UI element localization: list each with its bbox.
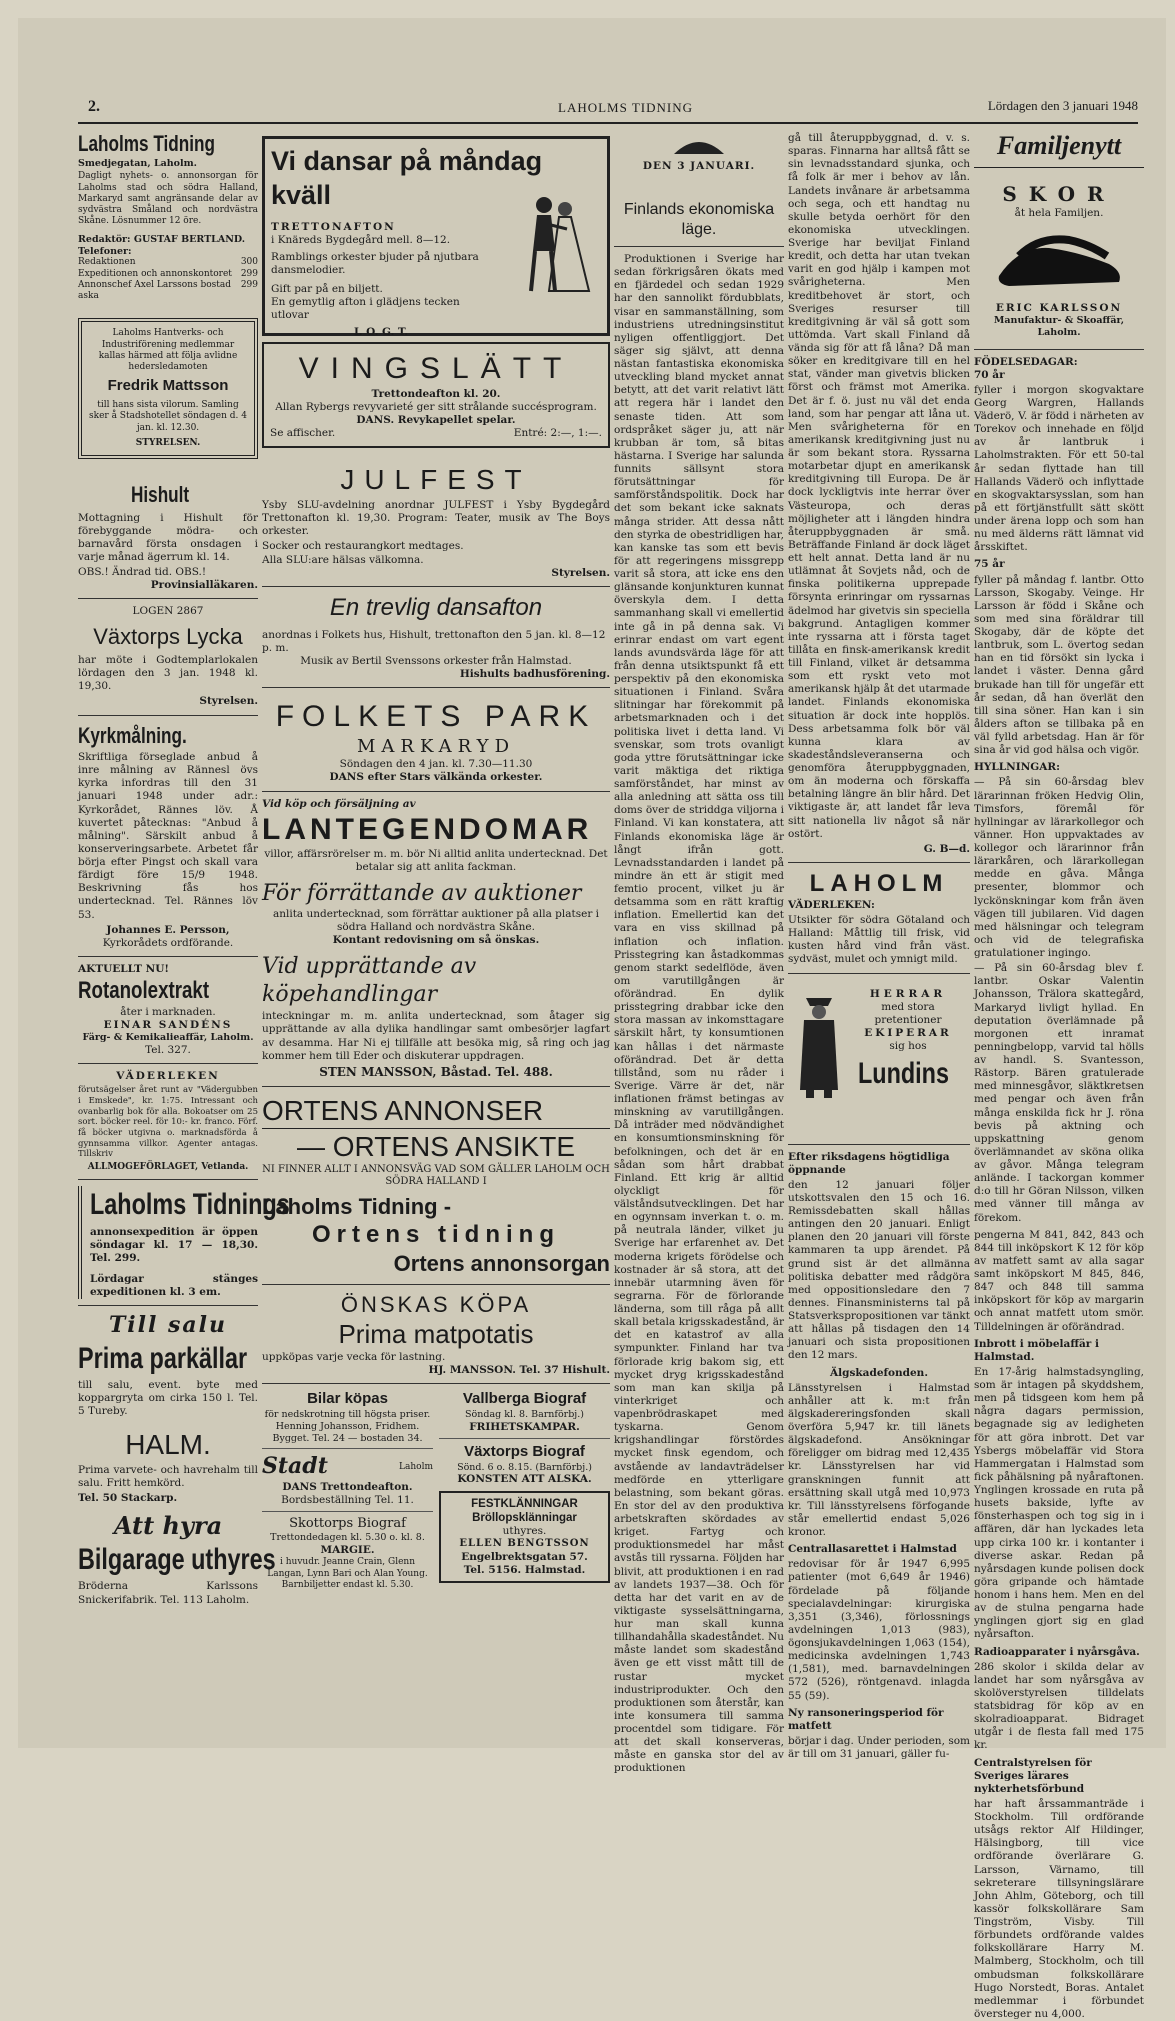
vallberga-text: Söndag kl. 8. Barnförbj.) bbox=[465, 1408, 584, 1420]
folkets-park: FOLKETS PARK bbox=[275, 700, 597, 734]
med-stora: med stora bbox=[881, 1000, 935, 1013]
divider bbox=[262, 1086, 610, 1087]
page-header bbox=[58, 86, 1158, 115]
skor-ad bbox=[974, 178, 1144, 343]
stadt-logo: Stadt bbox=[262, 1453, 328, 1480]
divider bbox=[262, 1383, 610, 1384]
stadt-laholm: Laholm bbox=[399, 1461, 433, 1472]
dans-place: i Knäreds Bygdegård mell. 8—12. bbox=[271, 233, 451, 246]
divider bbox=[262, 687, 610, 688]
phones-list bbox=[78, 257, 258, 302]
ellen: ELLEN BENGTSSON bbox=[459, 1538, 590, 1550]
pot-text: uppköpas varje vecka för lastning. bbox=[262, 1350, 446, 1363]
dans-text2: Gift par på en biljett. bbox=[271, 283, 383, 295]
divider bbox=[439, 1438, 610, 1439]
forr-text: anlita undertecknad, som förrättar auktioner på alla platser i södra Halland och nordvästra Skåne. bbox=[272, 907, 600, 933]
radio-text: 286 skolor i skilda delar av landet har som nyårsgåva av skolöverstyrelsen tilldelats statsbidrag för köp av en skolradioapparat. Bidraget utgår i de flesta fall med 175 kr. bbox=[974, 1660, 1144, 1752]
centr-head: Centralstyrelsen för Sveriges lärares nykterhetsförbund bbox=[974, 1756, 1092, 1795]
einar: EINAR SANDÉNS bbox=[103, 1019, 233, 1032]
lantegendomar: LANTEGENDOMAR bbox=[262, 812, 593, 846]
vallberga-title: Vallberga Biograf bbox=[462, 1390, 587, 1407]
divider bbox=[788, 1144, 970, 1145]
column-2 bbox=[262, 130, 610, 1750]
obituary-name: Fredrik Mattsson bbox=[107, 377, 229, 395]
folkets-text: Söndagen den 4 jan. kl. 7.30—11.30 bbox=[339, 758, 533, 771]
margie: MARGIE. bbox=[320, 1544, 375, 1557]
shoe-illustration bbox=[989, 226, 1129, 296]
masthead: Laholms Tidning bbox=[78, 131, 215, 156]
vingslatt-foot: Se affischer. Entré: 2:—, 1:—. bbox=[270, 426, 602, 439]
lundins-text bbox=[858, 988, 958, 1093]
ellen-addr: Engelbrektsgatan 57. bbox=[461, 1550, 588, 1563]
ekiperar: EKIPERAR bbox=[864, 1026, 952, 1039]
finner-text: NI FINNER ALLT I ANNONSVÄG VAD SOM GÄLLER LAHOLM OCH SÖDRA HALLAND I bbox=[262, 1163, 610, 1188]
obituary-sign: STYRELSEN. bbox=[135, 437, 201, 448]
vaxtorps-sign: Styrelsen. bbox=[199, 695, 258, 708]
inbrott-head: Inbrott i möbelaffär i Halmstad. bbox=[974, 1337, 1099, 1363]
lundins-logo: Lundins bbox=[858, 1057, 949, 1091]
eric-karlsson: ERIC KARLSSON bbox=[995, 301, 1123, 314]
hyll-text: — På sin 60-årsdag blev lärarinnan fröken Hedvig Olin, Timsfors, föremål för hyllningar av lärarkollegor och vänner. Hon uppvaktades av kollegor och lärarinnor från lärarkåren, och lärarkollegan medde en gåva. Många presenter, blommor och lyckönskningar kom från även vägen till jubilaren. Vid dagen med hälsningar och telegram och vid de telegrafiska gratulationer ingingo. bbox=[974, 776, 1144, 959]
hyll-head: HYLLNINGAR: bbox=[974, 761, 1061, 774]
att-hyra: Att hyra bbox=[113, 1510, 223, 1540]
vaxtorps-biograf: Växtorps Biograf bbox=[464, 1442, 585, 1460]
onskas-kopa: ÖNSKAS KÖPA bbox=[340, 1291, 532, 1317]
hishult-sign: Provinsialläkaren. bbox=[150, 579, 258, 592]
phone-row: Annonschef Axel Larssons bostad aska 299 bbox=[78, 279, 258, 302]
allmoge: ALLMOGEFÖRLAGET, Vetlanda. bbox=[87, 1161, 249, 1172]
brollopsklanningar: Bröllopsklänningar bbox=[472, 1511, 577, 1524]
vingslatt-ad bbox=[262, 342, 610, 448]
halm-tel: Tel. 50 Stackarp. bbox=[78, 1491, 178, 1504]
f75-text: fyller på måndag f. lantbr. Otto Larsson, Skogaby. Veinge. Hr Larsson är född i Skåne och som med sina föräldrar till Skogaby, där de köpte det lantbruk, som L. övertog sedan han en tid försökt sin lycka i landet i väster. Denna gård brukade han till för ungefär ett år sedan, då han överlät den till sina söner. Han kan i sin ålders afton se tillbaka på en väl fylld arbetsdag. Han är för sina år vid god hälsa och vigör. bbox=[974, 573, 1144, 757]
lt-big: Laholms Tidnings bbox=[90, 1188, 290, 1221]
obituary-text: till hans sista vilorum. Samling sker å Stadshotellet söndagen d. 4 jan. kl. 12.30. bbox=[89, 400, 247, 433]
divider bbox=[614, 246, 784, 247]
inbrott-text: En 17-årig halmstadsyngling, som är intagen på skyddshem, men på tidsgeen kom hem på några dagars permission, begagnade sig av ledigheten för att göra inbrott. Det var Ysbergs möbelaffär vid Stora Hammergatan i Halmstad som fick påhälsning på nyåraftonen. Ynglingen krossade en ruta på husets bakside, lyfte av fönsterhaspen och tog sig in i affären, där han lyckades leta upp cirka 100 kr. i kontanter i diverse askar. Redan på nyårsdagen kunde polisen dock göra gripande och hämtade honom i hans hem. Men en del av de stulna pengarna hade ynglingen gjort sig en glad nyårsafton. bbox=[974, 1365, 1144, 1641]
brollops-text: uthyres. bbox=[502, 1525, 547, 1538]
small-ads-left bbox=[262, 1390, 433, 1591]
sten-mansson: STEN MANSSON, Båstad. Tel. 488. bbox=[319, 1064, 553, 1079]
divider bbox=[262, 1284, 610, 1285]
lt2-b: Ortens tidning bbox=[312, 1221, 560, 1249]
obituary-notice bbox=[78, 318, 258, 459]
dancing-couple-illustration bbox=[509, 191, 599, 301]
f70-head: 70 år bbox=[974, 368, 1005, 381]
f70-text: fyller i morgon skogvaktare Georg Wargren, Hallands Väderö, V. är född i närheten av Torekov och innehade en följd av år lantbruk i Laholmstrakten. För ett 50-tal år sedan flyttade han till Hallands Väderö och inflyttade en skogvaktarsysslan, som han på ett förtjänstfullt sätt skött under ärena lopp och som han nu med älderns rätt lämnat vid årsskiftet. bbox=[974, 383, 1144, 554]
margie-text: i huvudr. Jeanne Crain, Glenn Langan, Lynn Bari och Alan Young. Barnbiljetter endast kl. 5.30. bbox=[267, 1557, 428, 1590]
editorial-title: Finlands ekonomiska läge. bbox=[623, 201, 775, 238]
vingslatt-dans: DANS. Revykapellet spelar. bbox=[356, 413, 516, 426]
skor-title: SKOR bbox=[1002, 181, 1116, 206]
divider bbox=[78, 1179, 258, 1180]
radio-head: Radioapparater i nyårsgåva. bbox=[974, 1645, 1140, 1658]
column-4 bbox=[788, 130, 970, 1760]
kontant: Kontant redovisning om så önskas. bbox=[332, 934, 540, 947]
dans-sub: TRETTONAFTON bbox=[271, 220, 396, 233]
gentleman-illustration bbox=[794, 990, 844, 1100]
bilar-text: för nedskrotning till högsta priser. Henning Johansson, Fridhem. Bygget. Tel. 24 — bostaden 34. bbox=[264, 1408, 431, 1444]
frihetskampar: FRIHETSKAMPAR. bbox=[469, 1420, 580, 1433]
riksdag-head: Efter riksdagens högtidliga öppnande bbox=[788, 1150, 950, 1176]
prima-parkallar: Prima parkällar bbox=[78, 1341, 248, 1375]
small-ads-right bbox=[439, 1390, 610, 1591]
einar-shop: Färg- & Kemikalieaffär, Laholm. bbox=[82, 1032, 254, 1044]
julfest-sign: Styrelsen. bbox=[551, 566, 610, 579]
divider bbox=[788, 973, 970, 974]
festklan-ad bbox=[439, 1491, 610, 1584]
trevlig-text: anordnas i Folkets hus, Hishult, trettonafton den 5 jan. kl. 8—12 p. m. bbox=[262, 628, 606, 654]
lt-text2: Lördagar stänges expeditionen kl. 3 em. bbox=[90, 1272, 258, 1298]
divider bbox=[262, 1448, 433, 1449]
eric-shop: Manufaktur- & Skoaffär, Laholm. bbox=[993, 314, 1125, 338]
editorial-date: DEN 3 JANUARI. bbox=[642, 160, 756, 172]
vingslatt-title: VINGSLÄTT bbox=[298, 352, 574, 385]
algskade-head: Älgskadefonden. bbox=[830, 1366, 928, 1379]
small-ads-grid bbox=[262, 1390, 610, 1591]
hishult-obs: OBS.! Ändrad tid. OBS.! bbox=[78, 566, 207, 579]
lante-text: villor, affärsrörelser m. m. bör Ni alltid anlita undertecknad. Det betalar sig att anlita fackman. bbox=[264, 848, 608, 874]
phones-label: Telefoner: bbox=[78, 245, 132, 257]
kopehandlingar-text: inteckningar m. m. anlita undertecknad, som åtager sig upprättande av alla dylika handlingar samt ombesörjer lagfart av desamma. Har Ni ej tillfälle att besöka mig, så ring och jag kommer hem till Eder och diskuterar uppdragen. bbox=[262, 1010, 610, 1062]
lt2-c: Ortens annonsorgan bbox=[393, 1251, 610, 1277]
parkallar-text: till salu, event. byte med koppargryta om cirka 150 l. Tel. 5 Tureby. bbox=[78, 1379, 258, 1418]
vaderleken-book-text: förutsägelser året runt av "Vädergubben i Emskede", kr. 1:75. Intressant och ovanbarlig bok för alla. Bokoatser om 25 sort. böcker reel. för 10:- kr. franco. Förf. få böcker utgivna o. marknadsförda å gynnsamma villkor. Agenter antagas. Tillskriv bbox=[78, 1085, 258, 1160]
aktuellt: AKTUELLT NU! bbox=[78, 962, 169, 975]
vaderleken-head: VÄDERLEKEN: bbox=[788, 898, 875, 911]
julfest-title: JULFEST bbox=[340, 464, 532, 495]
riksdag-text: den 12 januari följer utskottsvalen den 15 och 16. Remissdebatten skall hållas antingen den 20 januari. Enligt planen den 20 januari vill förste kammaren ta upp ärendet. På grund sist är det allmänna politiska debatter med rådgöra med oppositionsledare den 7 dennes. Finansministerns tal på Statsverkspropositionen var tänkt att hållas på tisdagen den 14 januari och sista propositionen den 12 mars. bbox=[788, 1178, 970, 1362]
rotanol-text: åter i marknaden. bbox=[120, 1006, 216, 1018]
divider bbox=[78, 598, 258, 599]
divider bbox=[78, 715, 258, 716]
vaderleken-book: VÄDERLEKEN bbox=[116, 1070, 220, 1083]
rotanol: Rotanolextrakt bbox=[78, 977, 210, 1004]
vaxtorps-lycka: Växtorps Lycka bbox=[93, 623, 243, 649]
skottorps-title: Skottorps Biograf bbox=[289, 1516, 406, 1532]
markaryd: MARKARYD bbox=[356, 735, 515, 757]
divider bbox=[262, 791, 610, 792]
masthead-about: Dagligt nyhets- o. annonsorgan för Laholms stad och södra Halland, Markaryd samt angränsande delar av sydvästra Småland och nordvästra Skåne. Lösnummer 12 öre. bbox=[78, 171, 258, 227]
pot-sign: HJ. MANSSON. Tel. 37 Hishult. bbox=[428, 1363, 610, 1376]
julfest-text3: Alla SLU:are hälsas välkomna. bbox=[262, 553, 424, 566]
algskade-text: Länsstyrelsen i Halmstad anhåller att k. m:t från älgskadereringsfonden skall överföra 5,947 kr. till länets älgskadefond. Ansökningar föreligger om bidrag med 12,435 kr. Länsstyrelsen har vid granskningen funnit att ersättning skall utgå med 10,973 kr. Till länsstyrelsens förfogande står emellertid endast 5,026 kronor. bbox=[788, 1381, 970, 1538]
lt-expedition bbox=[78, 1186, 290, 1299]
dans-text: Ramblings orkester bjuder på njutbara dansmelodier. bbox=[271, 250, 479, 276]
ortens-annonser: ORTENS ANNONSER bbox=[262, 1093, 610, 1129]
divider bbox=[262, 1511, 433, 1512]
familjenytt: Familjenytt bbox=[974, 130, 1144, 168]
masthead-address: Smedjegatan, Laholm. bbox=[78, 157, 197, 169]
vaderleken-text: Utsikter för södra Götaland och Halland: Måttlig till frisk, vid kusten hård vind från väst. sydväst, mulet och ymnigt mild. bbox=[788, 914, 970, 966]
kyrkmalning-sign: Johannes E. Persson, bbox=[106, 923, 230, 936]
header-rule bbox=[78, 122, 1138, 124]
forrattande: För förrättande av auktioner bbox=[262, 881, 582, 907]
f75-head: 75 år bbox=[974, 558, 1005, 571]
running-title: LAHOLMS TIDNING bbox=[558, 100, 694, 115]
newspaper-emblem-icon bbox=[669, 130, 729, 154]
dans-title: Vi dansar på måndag kväll bbox=[271, 146, 543, 210]
dans-sign: I. O. G. T. bbox=[353, 326, 409, 339]
vaxtorps-text: har möte i Godtemplarlokalen lördagen den 3 jan. 1948 kl. 19,30. bbox=[78, 654, 258, 693]
kyrkmalning-title: Kyrkmålning. bbox=[78, 722, 187, 748]
trevlig-sign: Hishults badhusförening. bbox=[459, 668, 610, 681]
vingslatt-text: Allan Rybergs revyvarieté ger sitt strålande succésprogram. bbox=[275, 400, 597, 413]
bilgarage-text: Bröderna Karlssons Snickerifabrik. Tel. 113 Laholm. bbox=[78, 1580, 258, 1606]
phone-row: Expeditionen och annonskontoret 299 bbox=[78, 268, 258, 279]
pengar-text: pengerna M 841, 842, 843 och 844 till inköpskort K 12 för köp av matfett samt av alla sagar samt inköpskort M 845, 846, 847 och 848 till samma inköpskort för köp av margarin och annat matfett utom smör. Tilldelningen är oförändrad. bbox=[974, 1228, 1144, 1333]
bilar-title: Bilar köpas bbox=[307, 1390, 388, 1407]
divider bbox=[974, 349, 1144, 350]
till-salu: Till salu bbox=[108, 1312, 228, 1339]
editorial-body-continued: gå till återuppbyggnad, d. v. s. sparas. Finnarna har alltså fått se sin levnadsstandard sjunka, och få folk är mer i behov av lån. Landets invånare är arbetsamma och sega, och ett handtag nu skulle betyda oerhört för den ekonomiska utvecklingen. Sverige har beviljat Finland kredit, och detta har utan tvekan varit en god hjälp i kampen mot svårigheterna. Men kreditbehovet är stort, och Sveriges resurser till kreditgivning är väl så gott som uttömda. Vart skall Finland då vända sig för att få lånа? Då man söker en kreditgivare till en hel stat, vänder man givetvis blicken först och främst mot Amerika. Det är f. ö. just nu väl det enda land, som har pengar att låna ut. Men svårigheterna för en amerikansk kreditgivning just nu är som bekant stora. Ryssarna motarbetar djupt en amerikansk kreditgivning till Europa. De är dock lyckligtvis inte herrar över Västeuropa, och deras möjligheter att i längden hindra återuppbyggnaden är små. Beträffande Finland är dock läget ett helt annat. Detta land är nu utlämnat åt Sovjets nåd, och de finska politikerna upprepade försynta erinringar om ryssarnas ädelmod har givetvis sin speciella bakgrund. Antagligen kommer inte ryssarna att i första taget tillåta en finsk-amerikansk kredit till Finland, vilket är detsamma som ett ryskt veto mot amerikansk hjälp åt det utarmade landet. Finlands ekonomiska situation är dock inte hopplös. Dess arbetsamma folk bör väl kunna klara av skadeståndsleveranserna och genomföra återuppbyggnaden, om än modernа och förskaffa betalning längre än blir hård. Det viktigaste är, att landet får leva sitt nationella liv något så när ostört. bbox=[788, 132, 970, 840]
newspaper-page bbox=[18, 18, 1166, 2020]
stadt-logo-row bbox=[262, 1453, 433, 1481]
halm-text: Prima varvete- och havrehalm till salu. Fritt hemkörd. bbox=[78, 1463, 258, 1489]
vingslatt-sub: Trettondeafton kl. 20. bbox=[371, 387, 501, 400]
ellen-tel: Tel. 5156. Halmstad. bbox=[463, 1564, 586, 1576]
trevlig-title: En trevlig dansafton bbox=[329, 593, 543, 621]
julfest-text: Ysby SLU-avdelning anordnar JULFEST i Ysby Bygdegård Trettonafton kl. 19,30. Program: Teater, musik av The Boys orkester. bbox=[262, 499, 610, 538]
sig-hos: sig hos bbox=[889, 1040, 927, 1052]
column-5 bbox=[974, 130, 1144, 2020]
divider bbox=[78, 1063, 258, 1064]
column-1 bbox=[78, 130, 290, 1750]
julfest-text2: Socker och restaurangkort medtages. bbox=[262, 540, 464, 553]
laholm-heading: LAHOLM bbox=[809, 869, 949, 897]
skottorps-text: Trettondedagen kl. 5.30 o. kl. 8. bbox=[270, 1532, 425, 1544]
herrar: HERRAR bbox=[869, 987, 947, 1000]
matfett-text: börjar i dag. Under perioden, som är till om 31 januari, gäller fu- bbox=[788, 1734, 970, 1760]
lt2-a: Laholms Tidning - bbox=[262, 1193, 452, 1219]
lundins-ad bbox=[788, 980, 970, 1138]
skor-sub: åt hela Familjen. bbox=[1014, 206, 1104, 219]
hishult-title: Hishult bbox=[130, 482, 189, 508]
dans-text3: En gemytlig afton i glädjens tecken utlovar bbox=[271, 296, 460, 322]
kopehandlingar: Vid upprättande av köpehandlingar bbox=[262, 954, 477, 1007]
lt-text1: annonsexpedition är öppen söndagar kl. 17 — 18,30. Tel. 299. bbox=[90, 1225, 258, 1264]
bilgarage: Bilgarage uthyres bbox=[78, 1542, 276, 1576]
ortens-ansikte: — ORTENS ANSIKTE bbox=[297, 1130, 575, 1162]
stadt-bord: Bordsbeställning Tel. 11. bbox=[281, 1494, 414, 1506]
konsten: KONSTEN ATT ALSKA. bbox=[457, 1473, 592, 1486]
editorial-body: Produktionen i Sverige har sedan förkrigsåren ökats med en fjärdedel och sedan 1929 har den sannolikt fördubblats, visar en sammanställning, som industriens utredningsinstitut nyligen offentliggjort. Det säger sig självt, att denna nästan fantastiska ekonomiska utveckling bland mycket annat betytt, att det varit relativt lätt att regera här i landet den senaste tiden. Att som ordspråket säger ju, att när krubban är tom, så bitas hästarna. I Sverige har salunda funnits sällsynt stora förutsättningar för samförståndspolitik. Dock har det som bekant icke saknats många strider. Att dessa nått den styrka de obestridligen har, kan kanske tas som ett bevis för att regeringens missgrepp varit så stora, att icke ens den glänsande konjunkturen kunnat överskyla dem. I detta sammanhang skall vi emellertid inte gå in på denna sak. Vi erinrar endast om vart egent lands avundsvärda läge för att från denna utsiktspunkt få ett perspektiv på den ekonomiska situationen i Finland. Svåra slitningar har förekommit på arbetsmarknaden och i det politiska livet i detta land. Vi svenskar, som trots ovanligt goda yttre förutsättningar icke varit mäktiga det riktiga samförståndet, har minst av alla anledning att sätta oss till doms över de striddga viljorna i Finland. Vi kan konstatera, att Finlands ekonomiska läge är långt ifrån gott. Levnadsstandarden i landet på mindre än ett är stigit med femtio procent, vilket ju är detsamma som en rätt kraftig inflation. Emellertid kan det vara en viss skillnad på inflation och inflation. Prisstegring kan åstadkommas genom starkt sedelflöde, även om varutillgången är oförändrad. En dylik prisstegring drabbar icke den stora massan av inkomsttagare särskilt hårt, ty konsumtionen kan hållas i det närmaste oförändrad. Det är detta tillstånd, som nu råder i Sverige. Värre är det, när inflationen främst betingas av minskning av varutillgången. Då inträder med nödvändighet en konsumtionsminskning för befolkningen, och det är en sådan som hårt drabbat Finland. Ett krig är alltid olyckligt för välståndsutvecklingen. Det har en ogynnsam inverkan t. o. m. på neutrala länder, vilket ju Sverige har erfarenhet av. Det moderna krigets förödelse och kostnader är så stora, att det innebär utarmning även för segrarna. För de förlorande länderna, som till råga på allt skall betala krigsskadestånd, är det en katastrof av alla sympunkter. Finland har tva förlorade krig bakom sig, ett mycket dryg krigsskadestånd som man kan skilja på vinterkriget och vapenbrödraskapet med tyskarna. Genom krigshandlingar förstördes mycket finsk egendom, och avstående av landavträdelser medförde en ytterligare belastning, som bekant göras. En stor del av den produktiva arbetskraften skördades av kriget. Fartyg och produktionsmedel har måst avstås till ryssarna. Följden har blivit, att produktionen i en rad av landets 1937—38. Och för detta har det varit en av de viktigaste sysselsättningarna, hur man skall kunna tillhandahålla skadeståndet. Nu måste landet som skadestånd även ge ett visst mått till de rustar mycket industriprodukter. Och den produktionen som återstår, kan inte konsumera till samma procentdel som tidigare. För att det skall konserveras, måste en ganska stor del av produktionen bbox=[614, 253, 784, 1775]
trevlig-musik: Musik av Bertil Svenssons orkester från Halmstad. bbox=[300, 655, 572, 667]
hishult-text: Mottagning i Hishult för förebyggande mödra- och barnavård första onsdagen i varje månad ägerrum kl. 14. bbox=[78, 511, 258, 563]
folkets-dans: DANS efter Stars välkända orkester. bbox=[329, 771, 543, 784]
kyrkmalning-text: Skriftliga förseglade anbud å inre målning av Rännesl övs kyrka infordras till den 31 januari 1948 under adr.: Kyrkorådet, Rännes löv. Å kuvertet påtecknas: "Anbud å målning". Särskilt anbud å konserveringsarbete. Arbetet får börja efter Pingst och skall vara färdigt före 15/9 1948. Beskrivning fås hos undertecknad. Tel. Rännes löv 53. bbox=[78, 751, 258, 921]
kyrkmalning-sign2: Kyrkorådets ordförande. bbox=[102, 936, 234, 949]
prima-matpotatis: Prima matpotatis bbox=[338, 1319, 534, 1350]
halm: HALM. bbox=[125, 1428, 211, 1460]
obituary-intro: Laholms Hantverks- och Industriförening medlemmar kallas härmed att följa avlidne hedersledamoten bbox=[98, 328, 238, 373]
editorial-sign: G. B—d. bbox=[923, 842, 970, 855]
logen: LOGEN 2867 bbox=[132, 605, 204, 618]
fodelse-head: FÖDELSEDAGAR: bbox=[974, 355, 1078, 368]
centr-text: har haft årssammanträde i Stockholm. Till ordförande utsågs rektor Alf Hildinger, Hälsingborg, till vice ordförande överlärare G. Larsson, Värnamo, till sekreterare tillsyningslärare John Ahlm, Göteborg, och till kassör folkskollärare Sam Tingström, Visby. Till förbundets ordförande valdes folkskollärare Harry M. Malmberg, Stockholm, och till ombudsman folkskollärare Hugo Norstedt, Boras. Antalet medlemmar i förbundet översteger nu 4,000. bbox=[974, 1797, 1144, 2020]
divider bbox=[262, 586, 610, 587]
central-head: Centrallasarettet i Halmstad bbox=[788, 1543, 957, 1556]
vaxtorps-bio-text: Sönd. 6 o. 8.15. (Barnförbj.) bbox=[457, 1461, 592, 1473]
lante-pre: Vid köp och försäljning av bbox=[262, 797, 416, 810]
divider bbox=[78, 956, 258, 957]
dans-ad bbox=[262, 136, 610, 339]
page-number: 2. bbox=[88, 98, 100, 115]
central-text: redovisar för år 1947 6,995 patienter (mot 6,649 år 1946) fördelade på följande specialavdelningar: kirurgiska 3,351 (3,346), förlossnings avdelningen 1,013 (983), ögonsjukavdelningen 1,063 (154), medicinska avdelningen 1,743 (1,581), med. barnavdelningen 572 (526), röntgenavd. inlagda 55 (59). bbox=[788, 1558, 970, 1702]
stadt-dans: DANS Trettondeafton. bbox=[282, 1480, 413, 1493]
divider bbox=[78, 1305, 258, 1306]
matfett-head: Ny ransoneringsperiod för matfett bbox=[788, 1706, 944, 1732]
column-3 bbox=[614, 130, 784, 1775]
editor: Redaktör: GUSTAF BERTLAND. bbox=[78, 233, 246, 245]
festklanningar: FESTKLÄNNINGAR bbox=[471, 1497, 578, 1510]
phone-row: Redaktionen 300 bbox=[78, 257, 258, 268]
divider bbox=[788, 862, 970, 863]
hyll-text2: — På sin 60-årsdag blev f. lantbr. Oskar Valentin Johansson, Trälora skattegård, Markaryd livligt hyllad. En deputation överlämnade på morgonen ett inramat penningbelopp, varvid tal hölls av handl. S. Svantesson, Rästorp. Bären gratulerade med minnesgåvor, släktkretsen med pengar och även från många enskilda fick hr J. röna bevis på aktning och uppskattning genom överlämnandet av sköna olika av gåvor. Många telegram anlände. I tackorgan kommer d:o till hr Göran Nilsson, vilken med vänner till många av förekom. bbox=[974, 962, 1144, 1224]
einar-tel: Tel. 327. bbox=[145, 1044, 191, 1057]
issue-date: Lördagen den 3 januari 1948 bbox=[987, 98, 1138, 113]
editorial-head bbox=[614, 130, 784, 200]
pretentioner: pretentioner bbox=[874, 1013, 942, 1026]
